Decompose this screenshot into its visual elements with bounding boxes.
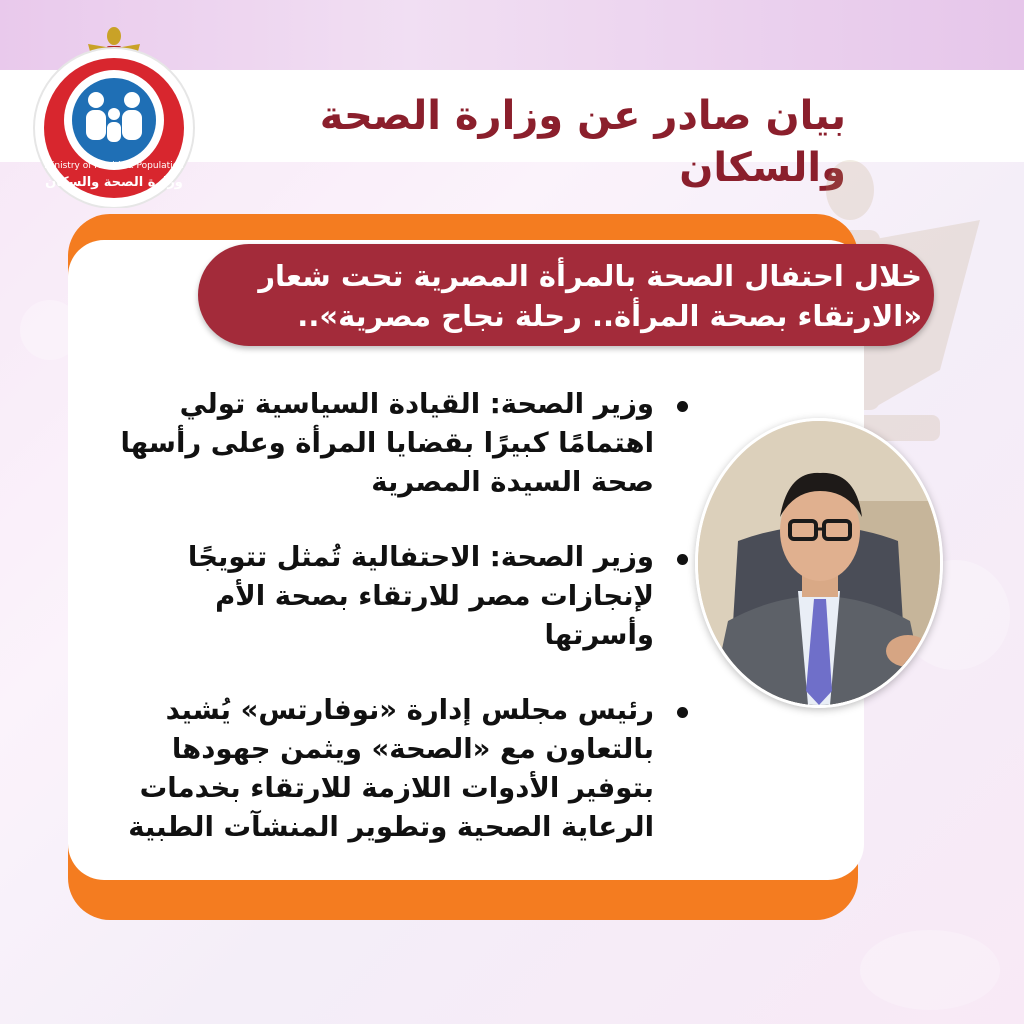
bullet-list [100,385,696,883]
bullet-text: وزير الصحة: القيادة السياسية تولي اهتمامًا كبيرًا بقضايا المرأة وعلى رأسها صحة السيدة المصرية [120,388,654,498]
bullet-text: وزير الصحة: الاحتفالية تُمثل تتويجًا لإنجازات مصر للارتقاء بصحة الأم وأسرتها [187,541,654,651]
subtitle-text [210,256,922,336]
bullet-dot-icon [677,554,688,565]
subtitle-line-1: خلال احتفال الصحة بالمرأة المصرية تحت شعار [258,259,922,293]
page-title: بيان صادر عن وزارة الصحة والسكان [319,93,846,191]
minister-photo [695,418,943,708]
list-item [100,691,696,847]
list-item [100,385,696,502]
minister-portrait-icon [698,421,940,705]
bullet-text: رئيس مجلس إدارة «نوفارتس» يُشيد بالتعاون مع «الصحة» ويثمن جهودها بتوفير الأدوات اللازمة للارتقاء بخدمات الرعاية الصحية وتطوير المنشآت الطبية [128,694,654,843]
bullet-dot-icon [677,401,688,412]
bullet-dot-icon [677,707,688,718]
svg-text:Ministry of Health & Populatio: Ministry of Health & Population [44,161,184,171]
subtitle-line-2: «الارتقاء بصحة المرأة.. رحلة نجاح مصرية».. [297,299,922,333]
ministry-logo-icon [28,18,200,208]
svg-text:وزارة الصحة والسكان: وزارة الصحة والسكان [45,175,183,190]
bokeh-decoration [860,930,1000,1010]
list-item [100,538,696,655]
